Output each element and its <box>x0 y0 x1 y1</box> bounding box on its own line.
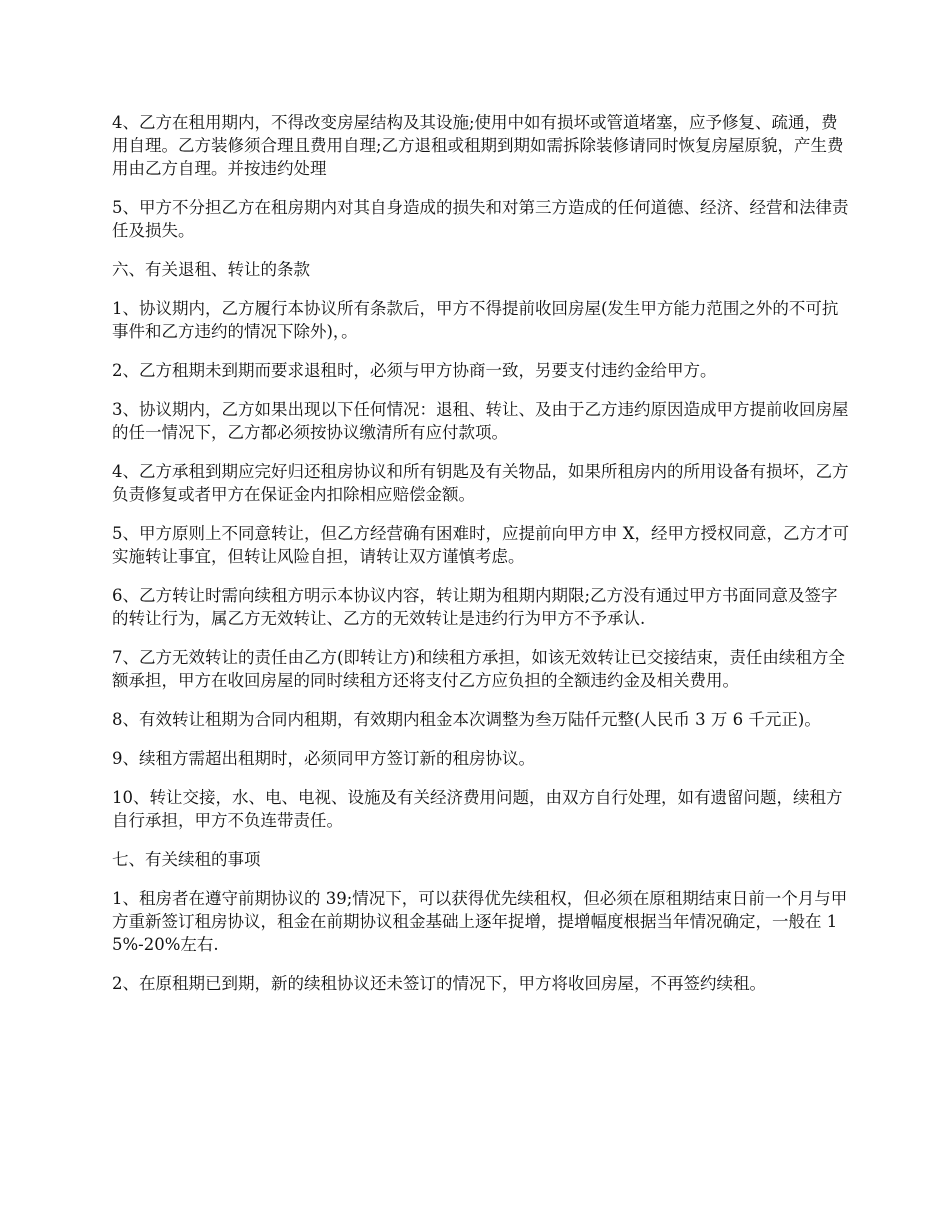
section-heading-termination-transfer: 六、有关退租、转让的条款 <box>112 260 310 279</box>
clause-6-transfer-disclosure: 6、乙方转让时需向续租方明示本协议内容，转让期为租期内期限;乙方没有通过甲方书面同意及签字的转让行为，属乙方无效转让、乙方的无效转让是违约行为甲方不予承认. <box>112 586 838 628</box>
section-heading-renewal: 七、有关续租的事项 <box>112 850 261 869</box>
clause-3-outstanding-payments: 3、协议期内，乙方如果出现以下任何情况：退租、转让、及由于乙方违约原因造成甲方提前收回房屋的任一情况下，乙方都必须按协议缴清所有应付款项。 <box>112 400 849 442</box>
clause-9-extension: 9、续租方需超出租期时，必须同甲方签订新的租房协议。 <box>112 749 535 768</box>
clause-10-handover: 10、转让交接，水、电、电视、设施及有关经济费用问题，由双方自行处理，如有遗留问题，续租方自行承担，甲方不负连带责任。 <box>112 788 843 830</box>
clause-7-invalid-transfer: 7、乙方无效转让的责任由乙方(即转让方)和续租方承担，如该无效转让已交接结束，责任由续租方全额承担，甲方在收回房屋的同时续租方还将支付乙方应负担的全额违约金及相关费用。 <box>112 648 845 690</box>
clause-1-early-recovery: 1、协议期内，乙方履行本协议所有条款后，甲方不得提前收回房屋(发生甲方能力范围之外的不可抗事件和乙方违约的情况下除外)，。 <box>112 299 839 341</box>
clause-2-expiry-recovery: 2、在原租期已到期，新的续租协议还未签订的情况下，甲方将收回房屋，不再签约续租。 <box>112 974 766 993</box>
clause-2-early-termination: 2、乙方租期未到期而要求退租时，必须与甲方协商一致，另要支付违约金给甲方。 <box>112 361 717 380</box>
clause-1-renewal-priority: 1、租房者在遵守前期协议的 39;情况下，可以获得优先续租权，但必须在原租期结束日前一个月与甲方重新签订租房协议，租金在前期协议租金基础上逐年捉增，提增幅度根据当年情况确定，一般在 15%-20%左右. <box>112 889 848 954</box>
clause-5-transfer-consent: 5、甲方原则上不同意转让，但乙方经营确有困难时，应提前向甲方申 X，经甲方授权同意，乙方才可实施转让事宜，但转让风险自担，请转让双方谨慎考虑。 <box>112 524 849 566</box>
clause-5-liability: 5、甲方不分担乙方在租房期内对其自身造成的损失和对第三方造成的任何道德、经济、经营和法律责任及损失。 <box>112 198 849 240</box>
clause-8-rent-adjustment: 8、有效转让租期为合同内租期，有效期内租金本次调整为叁万陆仟元整(人民币 3 万 6 千元正)。 <box>112 710 821 729</box>
clause-4-alterations: 4、乙方在租用期内，不得改变房屋结构及其设施;使用中如有损坏或管道堵塞，应予修复、疏通，费用自理。乙方装修须合理且费用自理;乙方退租或租期到期如需拆除装修请同时恢复房屋原貌，产生费用由乙方自理。并按违约处理 <box>112 113 844 178</box>
document-page <box>112 111 852 1011</box>
clause-4-return-keys: 4、乙方承租到期应完好归还租房协议和所有钥匙及有关物品，如果所租房内的所用设备有损坏，乙方负责修复或者甲方在保证金内扣除相应赔偿金额。 <box>112 462 849 504</box>
